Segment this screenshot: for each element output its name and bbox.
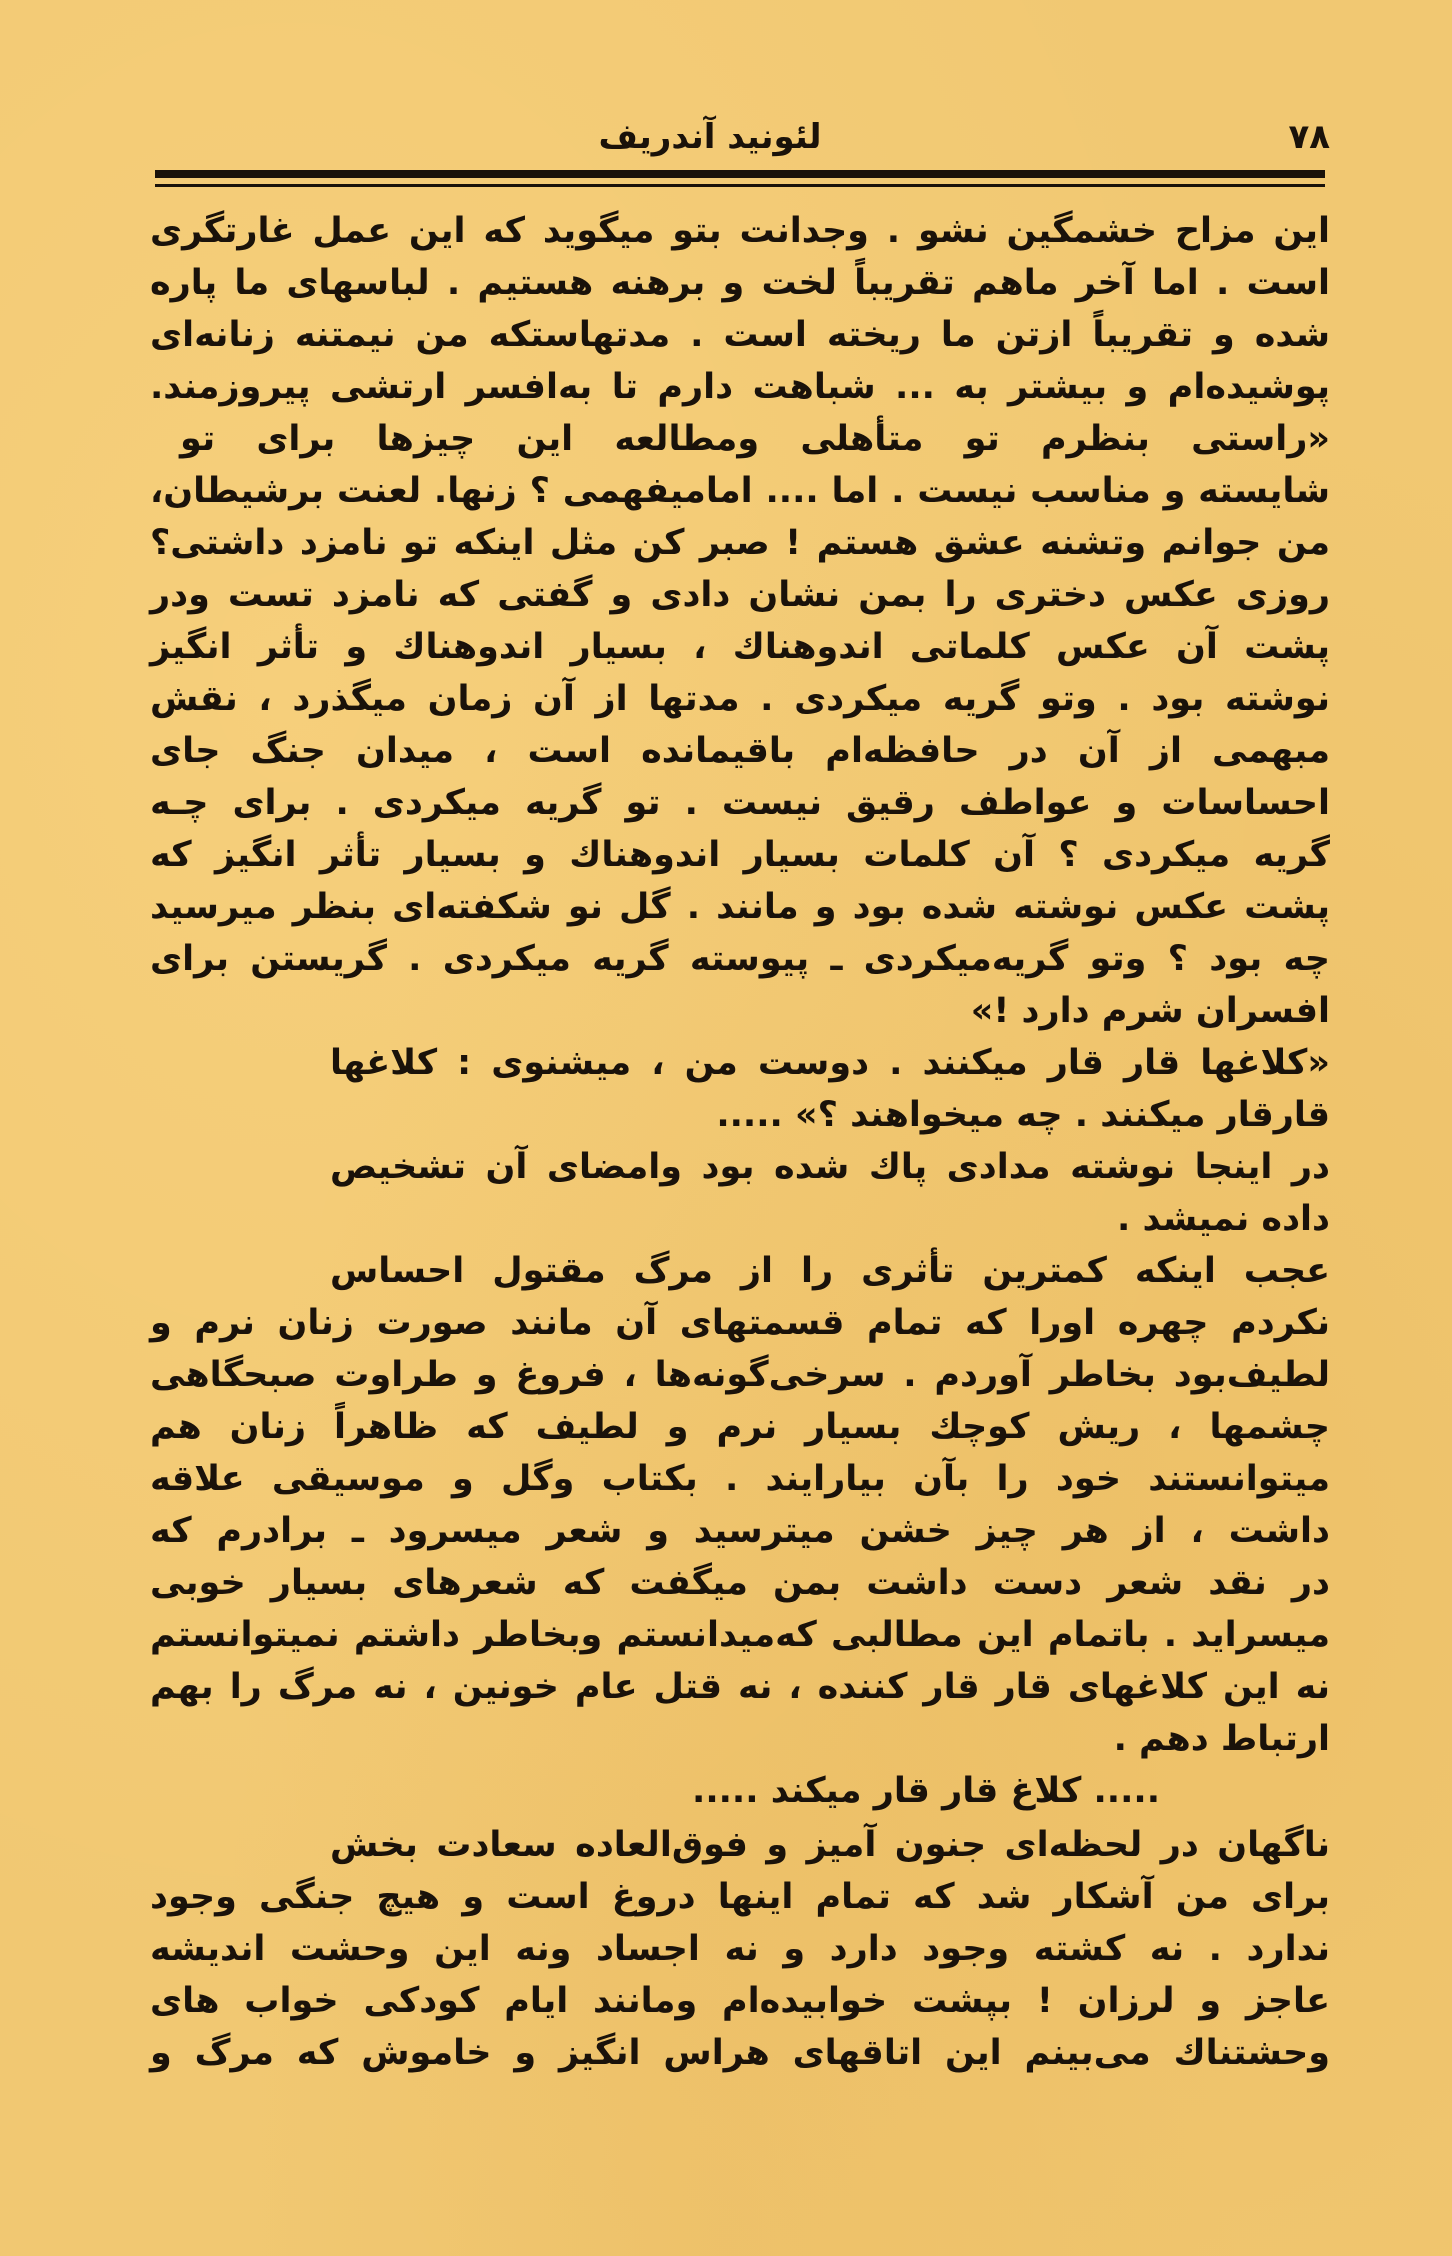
text-line: نه این کلاغهای قار قار کننده ، نه قتل عام خونین ، نه مرگ را بهم bbox=[150, 1667, 1330, 1707]
text-line: عجب اینکه کمترین تأثری را از مرگ مقتول احساس bbox=[330, 1251, 1330, 1291]
text-line: «راستی بنظرم تو متأهلی ومطالعه این چیزها برای تو bbox=[180, 419, 1330, 459]
text-line: افسران شرم دارد !» bbox=[970, 991, 1330, 1031]
header-rule-thick bbox=[155, 170, 1325, 178]
text-line: پشت عکس نوشته شده بود و مانند . گل نو شکفته‌ای بنظر میرسید bbox=[150, 887, 1330, 927]
text-line: چشمها ، ریش کوچك بسیار نرم و لطیف که ظاهراً زنان هم bbox=[150, 1407, 1330, 1447]
text-line: میتوانستند خود را بآن بیارایند . بکتاب وگل و موسیقی علاقه bbox=[150, 1459, 1330, 1499]
text-line: من جوانم وتشنه عشق هستم ! صبر کن مثل اینکه تو نامزد داشتی؟ bbox=[150, 523, 1330, 563]
text-line: پوشیده‌ام و بیشتر به ... شباهت دارم تا به‌افسر ارتشی پیروزمند. bbox=[150, 367, 1330, 407]
text-line: ارتباط دهم . bbox=[1113, 1719, 1330, 1759]
text-line: داده نمیشد . bbox=[1117, 1199, 1330, 1239]
running-title: لئونید آندریف bbox=[598, 117, 822, 157]
text-line: میسراید . باتمام این مطالبی که‌میدانستم وبخاطر داشتم نمیتوانستم bbox=[150, 1615, 1330, 1655]
text-line: چه بود ؟ وتو گریه‌میکردی ـ پیوسته گریه میکردی . گریستن برای bbox=[150, 939, 1330, 979]
text-line: قارقار میکنند . چه میخواهند ؟» ..... bbox=[716, 1095, 1330, 1135]
text-line: ندارد . نه کشته وجود دارد و نه اجساد ونه این وحشت اندیشه bbox=[150, 1929, 1330, 1969]
text-line: این مزاح خشمگین نشو . وجدانت بتو میگوید که این عمل غارتگری bbox=[150, 211, 1330, 251]
text-line: در نقد شعر دست داشت بمن میگفت که شعرهای بسیار خوبی bbox=[150, 1563, 1330, 1603]
text-line: برای من آشکار شد که تمام اینها دروغ است و هیچ جنگی وجود bbox=[150, 1877, 1330, 1917]
text-line: روزی عکس دختری را بمن نشان دادی و گفتی که نامزد تست ودر bbox=[150, 575, 1330, 615]
text-line: در اینجا نوشته مدادی پاك شده بود وامضای آن تشخیص bbox=[330, 1147, 1330, 1187]
page-number: ۷۸ bbox=[1288, 117, 1330, 157]
text-line: لطیف‌بود بخاطر آوردم . سرخی‌گونه‌ها ، فروغ و طراوت صبحگاهی bbox=[150, 1355, 1330, 1395]
text-line: وحشتناك می‌بینم این اتاقهای هراس انگیز و خاموش که مرگ و bbox=[150, 2033, 1330, 2073]
text-line: «کلاغها قار قار میکنند . دوست من ، میشنوی : کلاغها bbox=[330, 1043, 1330, 1083]
text-line: است . اما آخر ماهم تقریباً لخت و برهنه هستیم . لباسهای ما پاره bbox=[150, 263, 1330, 303]
text-line: احساسات و عواطف رقیق نیست . تو گریه میکردی . برای چـه bbox=[150, 783, 1330, 823]
header-rule-thin bbox=[155, 184, 1325, 187]
text-line: نوشته بود . وتو گریه میکردی . مدتها از آن زمان میگذرد ، نقش bbox=[150, 679, 1330, 719]
text-line: ..... کلاغ قار قار میکند ..... bbox=[692, 1771, 1160, 1811]
text-line: پشت آن عکس کلماتی اندوهناك ، بسیار اندوهناك و تأثر انگیز bbox=[150, 627, 1330, 667]
text-line: عاجز و لرزان ! بپشت خوابیده‌ام ومانند ایام کودکی خواب های bbox=[150, 1981, 1330, 2021]
text-line: داشت ، از هر چیز خشن میترسید و شعر میسرود ـ برادرم که bbox=[150, 1511, 1330, 1551]
text-line: شده و تقریباً ازتن ما ریخته است . مدتهاستکه من نیمتنه زنانه‌ای bbox=[150, 315, 1330, 355]
text-line: شایسته و مناسب نیست . اما .... امامیفهمی ؟ زنها. لعنت برشیطان، bbox=[150, 471, 1330, 511]
text-line: ناگهان در لحظه‌ای جنون آمیز و فوق‌العاده سعادت بخش bbox=[330, 1825, 1330, 1865]
text-line: مبهمی از آن در حافظه‌ام باقیمانده است ، میدان جنگ جای bbox=[150, 731, 1330, 771]
text-line: نکردم چهره اورا که تمام قسمتهای آن مانند صورت زنان نرم و bbox=[150, 1303, 1330, 1343]
text-line: گریه میکردی ؟ آن کلمات بسیار اندوهناك و بسیار تأثر انگیز که bbox=[150, 835, 1330, 875]
